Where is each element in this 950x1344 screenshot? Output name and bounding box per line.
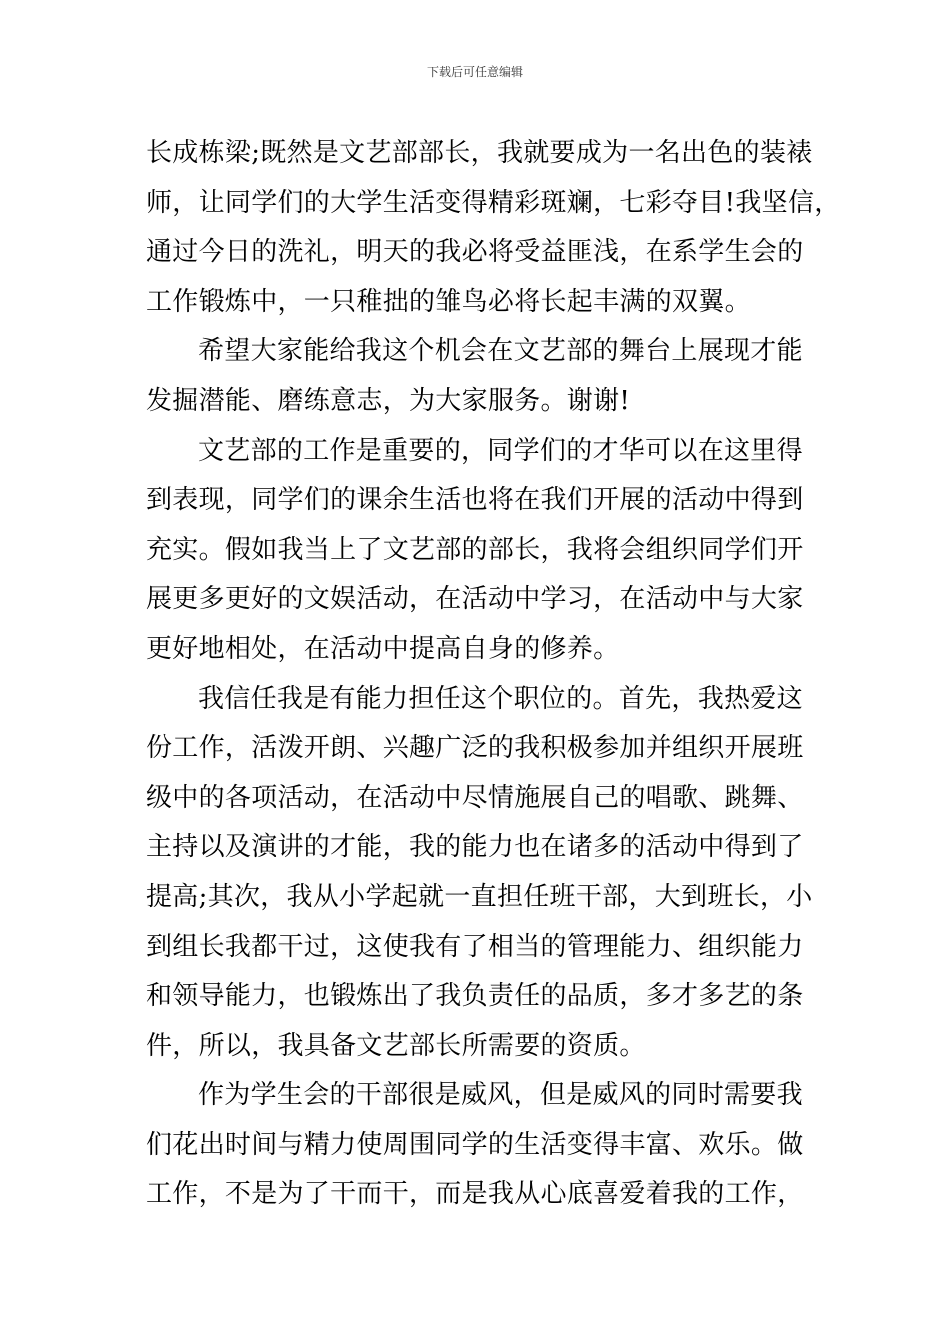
text-line: 文艺部的工作是重要的，同学们的才华可以在这里得 [198,435,803,466]
text-line: 提高;其次，我从小学起就一直担任班干部，大到班长，小 [146,881,813,912]
text-line: 们花出时间与精力使周围同学的生活变得丰富、欢乐。做 [146,1129,804,1160]
text-line: 级中的各项活动，在活动中尽情施展自己的唱歌、跳舞、 [146,782,804,813]
text-line: 发掘潜能、磨练意志，为大家服务。谢谢! [146,385,631,416]
text-line: 到表现，同学们的课余生活也将在我们开展的活动中得到 [146,485,804,516]
text-line: 到组长我都干过，这使我有了相当的管理能力、组织能力 [146,931,804,962]
text-line: 长成栋梁;既然是文艺部部长，我就要成为一名出色的装裱 [146,138,813,168]
text-line: 件，所以，我具备文艺部长所需要的资质。 [146,1030,646,1061]
text-line: 份工作，活泼开朗、兴趣广泛的我积极参加并组织开展班 [146,733,804,764]
text-line: 展更多更好的文娱活动，在活动中学习，在活动中与大家 [146,584,804,615]
paragraph [146,327,810,426]
paragraph [146,427,810,675]
paragraph [146,675,813,1072]
text-line: 我信任我是有能力担任这个职位的。首先，我热爱这 [198,683,803,714]
page-header: 下载后可任意编辑 [426,65,523,79]
text-line: 更好地相处，在活动中提高自身的修养。 [146,633,620,664]
paragraph [146,1071,810,1220]
text-line: 通过今日的洗礼，明天的我必将受益匪浅，在系学生会的 [146,237,804,268]
text-line: 充实。假如我当上了文艺部的部长，我将会组织同学们开 [146,534,804,565]
text-line: 工作锻炼中，一只稚拙的雏鸟必将长起丰满的双翼。 [146,286,751,317]
text-line: 作为学生会的干部很是威风，但是威风的同时需要我 [198,1080,803,1111]
text-line: 主持以及演讲的才能，我的能力也在诸多的活动中得到了 [146,832,804,863]
text-line: 师，让同学们的大学生活变得精彩斑斓，七彩夺目!我坚信， [146,187,841,218]
text-line: 工作，不是为了干而干，而是我从心底喜爱着我的工作， [146,1179,804,1210]
text-line: 希望大家能给我这个机会在文艺部的舞台上展现才能 [198,336,803,367]
document-body [146,129,841,1220]
paragraph [146,129,841,327]
text-line: 和领导能力，也锻炼出了我负责任的品质，多才多艺的条 [146,981,804,1012]
